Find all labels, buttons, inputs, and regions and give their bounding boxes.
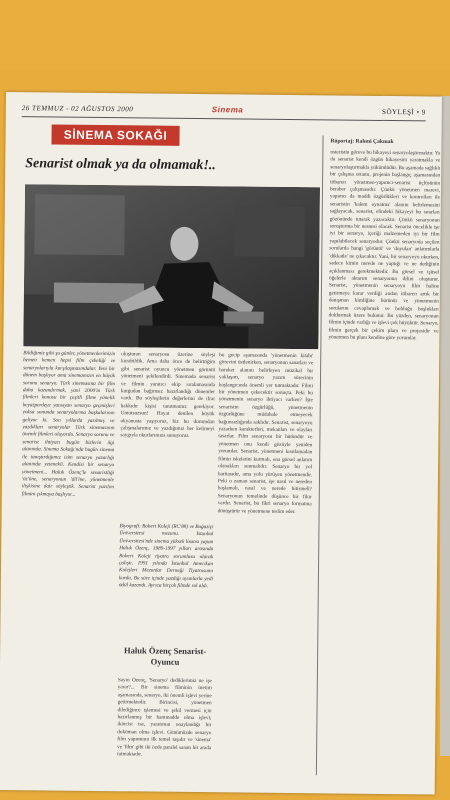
interviewee-subhead: Haluk Özenç Senarist-Oyuncu (124, 645, 207, 667)
article-column-intro: Bildiğimiz gibi şu günler, yönetmenlerimizin hemen hemen hepsi film çekeliği ve senaryolarıyla karşılaşmasındalar. Yeni bir dönem başlıyor ama sinemamızın en büyük sorunu senaryo. Türk sinemasına bir film daha kazandırmak, yani 2000'in Türk filmleri konusu bir çeşitli filme yönelik beyazperdeye yansıyan senaryo geçmişleri yoksa sonunda senaryolarına başkalarının geliyor ki. Son yıllarda yazılmış ve yazdıkları senaryolar Türk sinemasının önemli filmleri oluyordu. Senaryo sorunu ve senarist ihtiyacı bugün bizlerin ilgi alanında. Sinema Sokağı'nda bugün sinema ile tanıştırdığımız isim senaryo yazarlığı alanında yetenekli. Kendisi bir senaryo yönetmeni... Haluk Özenç'le senaristliği 'öz'üne, senaryonun 'dil'ine, yönetmenle ilişkisine dair söyleştik. Senarist yazılım filmini çıkmaya başlıyor... (21, 350, 116, 498)
biography-text: Biyografi: Robert Koleji (RC'88) ve Boğaziçi Üniversitesi mezunu. İstanbul Üniversitesi'nde sinema yüksek lisansı yapan Haluk Özenç, 1989-1997 yılları arasında Robert Koleji tiyatro sorumlusu olarak çalıştı. 1991 yılında İstanbul Amerikan Kolejleri Mezunlar Derneği Tiyatrosunu kurdu. Bu süre içinde yazdığı oyunlarla yedi ödül kazandı. Ayrıca birçok filmde rol aldı. (118, 523, 214, 590)
issue-date: 26 TEMMUZ - 02 AĞUSTOS 2000 (21, 104, 134, 114)
section-label: SİNEMA SOKAĞI (51, 124, 179, 145)
byline: Röportaj: Rahmi Çakmak (330, 138, 394, 146)
page-number: SÖYLEŞİ • 9 (382, 107, 426, 117)
orange-background (0, 0, 450, 70)
article-column-2-lower: Sayın Özenç, 'Senaryo' dediklerimiz ne işe yarar?... Bir sinema filminin üretim aşamasında, senaryo, iki önemli işlevi yerine getirmektedir. Birincisi, yönetmen dilediğince işlemesi ve şekil vermesi için hazırlanmış bir hammadde olma işlevi; ikincisi ise, yaratımın onaylandığı bir doküman olma işlevi. Günümüzde senaryo film yapımının ilk temel taşıdır ve 'sinema' ve 'film' gibi iki özde paralel sanatı bir arada tutmaktadır. (117, 677, 212, 758)
article-column-2: oluşturan senaryosu üzerine söyleşi kurabildik. Ama daha önce de belirttiğim gibi senarist oyuncu yönetmen görüntü yönetmeni şekilendirdi. Sinemada senarist ve filmin yaratıcı ekip sıralamasında kurgudan bağımsız hazırlandığı dönemler vardı. Bu söyleşilerin değerlerini de ifrat hakkıdır kişisi tanıtmamız gerekiyor. Umutsuzsun! Hayat denilen büyük okyanusta yaşıyoruz, biz bu durumdan çalışmalarımız ve yazdığımız her kelimeyi saygıyla okurlarımıza sunuyoruz. (120, 351, 216, 440)
article-column-4: nsteristin göreve bu hikayeyi senaryolaştırmaktır. Ya da senarist kendi özgün hikayesini yaratmakla ve senaryolaştırmakla yükümlüdür. Bu aşamada sağlıklı bir çalışma ortamı, projenin başlangıç aşamasından itibaren yönetmen-yapımcı-senarist üçlüsünün beraber çalışmasıdır. Çünkü yönetmen marevi, yapımcı da maddi özgürlükleri ve kontrolları ile senaristin 'kalem oynatma' alanını belirlemesini sağlayacak, senarist, elindeki hikayeyi bu sınırları gözönünde tutarak yazacaktır. Çünkü senaryonun soruşturma bir nesnesi olacak. Senarist öncelikle işe iyi bir senaryo, içeriği malzemeden iyi bir film yapılabilecek senaryodur. Çünkü senaryoda seçilen sorularda hangi 'görüntü' ve 'duyulan' anlatımlarla 'dikkatle' ne çıkacaktır. Yani, bir senaryoyu okurken, sadece kimin nerede ne yaptığı ve ne dediğinin açıklanması gerekmektedir. Bu görsel ve işitsel öğelerle aktarım senaryonun dilini oluşturur. Senarist, yönetmenin senaryoyu film haline getirmeye karar verdiği andan itibaren artık bir danışman kimliğine bürünür ve yönetmenin sorularını cevaplamak ve bohluğu boşlukları doldurmak üzere bulunur. Bu yüzden, senaryonun filmin içinde varlığı ve işlevi çok büyüktür. Senaryo, filmin gerçek bir çekim planı ve projesidir ve yönetmen bu planı kendine göre yorumlar. (328, 149, 441, 342)
magazine-page (0, 92, 442, 795)
magazine-brand: Sinema (211, 105, 244, 115)
article-column-3: bu gecip aşamasında 'yönetmenin kitabı' görevini üstlenirken, senaryonun sanatları ve hareket alanını belirleyen müzikal bir yaklaşım, senaryo yazım sürecinin başlangıcında önemli yer tutmaktadır. Filmi bir yönetmen çekecektir sonuçta. Peki bu yönetmenin senaryo ihtiyacı varken? İşte senaristin özgürlüğü, yönetmenin özgürlüğüne müdahale etmeyecek bağımsızlığında saklıdır. Senarist, senaryoyu yazarken karakterleri, mekanları ve olayları tasarlar. Film senaryosu bir bütündür ve yönetmen onu kendi gözüyle yeniden yorumlar. Senarist, yönetmeni kısıtlamadan filmin iskeletini kurmalı, ona görsel anlatım olanakları sunmalıdır. Senaryo bir yol haritasıdır, ama yolu yürüyen yönetmendir. Peki o zaman senarist, işe nasıl ve nereden başlamalı, nasıl ve nerede bitirmeli? Senaryonun temelinde düşünce bir fikir vardır. Senarist, bu fikri senaryo formatına dönüştürür ve yönetmene teslim eder. (217, 352, 314, 515)
portrait-photo (23, 184, 320, 349)
page-edge (440, 96, 450, 756)
headline: Senarist olmak ya da olmamak!.. (25, 156, 216, 174)
